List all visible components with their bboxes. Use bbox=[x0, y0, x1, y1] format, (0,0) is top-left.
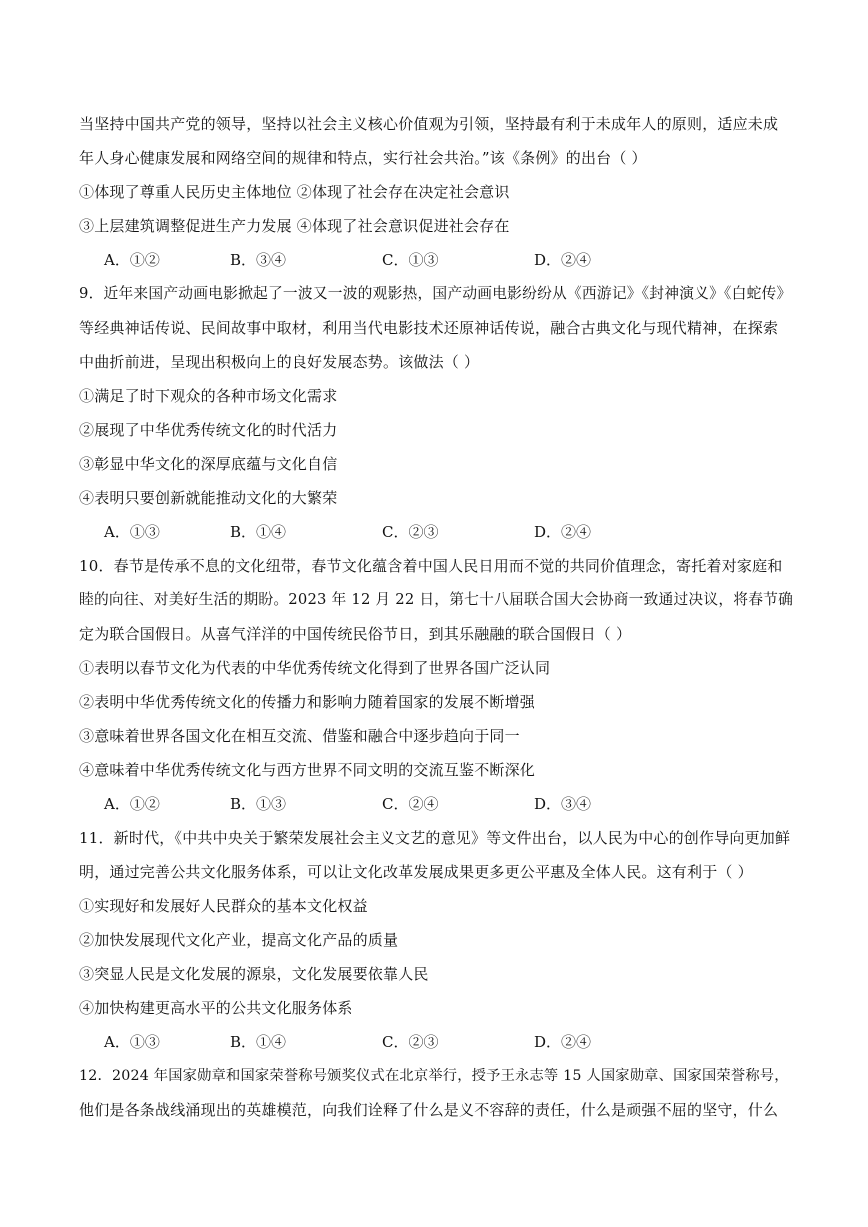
q10-statement-4: ④意味着中华优秀传统文化与西方世界不同文明的交流互鉴不断深化 bbox=[79, 761, 536, 779]
q8-stem-line-2: 年人身心健康发展和网络空间的规律和特点，实行社会共治。”该《条例》的出台（ ） bbox=[79, 149, 647, 167]
q9-option-a: A．①③ bbox=[104, 523, 160, 541]
q8-option-b: B．③④ bbox=[230, 251, 287, 269]
q11-statement-3: ③突显人民是文化发展的源泉，文化发展要依靠人民 bbox=[79, 965, 429, 983]
q10-option-a: A．①② bbox=[104, 795, 160, 813]
q9-statement-3: ③彰显中华文化的深厚底蕴与文化自信 bbox=[79, 455, 338, 473]
q12-stem-line-1: 12．2024 年国家勋章和国家荣誉称号颁奖仪式在北京举行，授予王永志等 15 人国家勋章、国家国荣誉称号， bbox=[79, 1068, 789, 1084]
q11-option-d: D．②④ bbox=[534, 1033, 592, 1051]
q9-stem-line-1: 9．近年来国产动画电影掀起了一波又一波的观影热，国产动画电影纷纷从《西游记》《封神演义》《白蛇传》 bbox=[79, 285, 792, 302]
q8-option-c: C．①③ bbox=[382, 251, 439, 269]
q11-statement-1: ①实现好和发展好人民群众的基本文化权益 bbox=[79, 897, 368, 915]
q11-option-b: B．①④ bbox=[230, 1033, 287, 1051]
q11-option-a: A．①③ bbox=[104, 1033, 160, 1051]
q10-statement-2: ②表明中华优秀传统文化的传播力和影响力随着国家的发展不断增强 bbox=[79, 693, 536, 711]
q11-option-c: C．②③ bbox=[382, 1033, 439, 1051]
q10-stem-line-3: 定为联合国假日。从喜气洋洋的中国传统民俗节日，到其乐融融的联合国假日（ ） bbox=[79, 625, 632, 643]
q8-option-d: D．②④ bbox=[534, 251, 592, 269]
q11-stem-line-1: 11．新时代，《中共中央关于繁荣发展社会主义文艺的意见》等文件出台，以人民为中心的创作导向更加鲜 bbox=[79, 829, 791, 847]
q10-statement-1: ①表明以春节文化为代表的中华优秀传统文化得到了世界各国广泛认同 bbox=[79, 659, 551, 677]
q8-option-a: A．①② bbox=[104, 251, 160, 269]
q8-stem-line-1: 当坚持中国共产党的领导，坚持以社会主义核心价值观为引领，坚持最有利于未成年人的原则，适应未成 bbox=[79, 115, 779, 133]
q10-option-d: D．③④ bbox=[534, 795, 592, 813]
q9-statement-2: ②展现了中华优秀传统文化的时代活力 bbox=[79, 421, 338, 439]
q11-stem-line-2: 明，通过完善公共文化服务体系，可以让文化改革发展成果更多更公平惠及全体人民。这有利于（ ） bbox=[79, 863, 753, 881]
q8-statements-1-2: ①体现了尊重人民历史主体地位 ②体现了社会存在决定社会意识 bbox=[79, 183, 510, 201]
q11-statement-2: ②加快发展现代文化产业，提高文化产品的质量 bbox=[79, 931, 399, 949]
q10-stem-line-2: 睦的向往、对美好生活的期盼。2023 年 12 月 22 日，第七十八届联合国大会协商一致通过决议，将春节确 bbox=[79, 591, 794, 608]
q9-option-c: C．②③ bbox=[382, 523, 439, 541]
q9-option-d: D．②④ bbox=[534, 523, 592, 541]
q9-option-b: B．①④ bbox=[230, 523, 287, 541]
q10-option-c: C．②④ bbox=[382, 795, 439, 813]
q10-stem-line-1: 10．春节是传承不息的文化纽带，春节文化蕴含着中国人民日用而不觉的共同价值理念，寄托着对家庭和 bbox=[79, 557, 783, 575]
q9-stem-line-3: 中曲折前进，呈现出积极向上的良好发展态势。该做法（ ） bbox=[79, 353, 480, 371]
q9-statement-4: ④表明只要创新就能推动文化的大繁荣 bbox=[79, 489, 338, 507]
q11-statement-4: ④加快构建更高水平的公共文化服务体系 bbox=[79, 999, 353, 1017]
q9-statement-1: ①满足了时下观众的各种市场文化需求 bbox=[79, 387, 338, 405]
q10-statement-3: ③意味着世界各国文化在相互交流、借鉴和融合中逐步趋向于同一 bbox=[79, 727, 520, 745]
q12-stem-line-2: 他们是各条战线涌现出的英雄模范，向我们诠释了什么是义不容辞的责任，什么是顽强不屈的坚守，什么 bbox=[79, 1101, 779, 1119]
q9-stem-line-2: 等经典神话传说、民间故事中取材，利用当代电影技术还原神话传说，融合古典文化与现代精神，在探索 bbox=[79, 319, 779, 337]
q10-option-b: B．①③ bbox=[230, 795, 287, 813]
q8-statements-3-4: ③上层建筑调整促进生产力发展 ④体现了社会意识促进社会存在 bbox=[79, 217, 510, 235]
